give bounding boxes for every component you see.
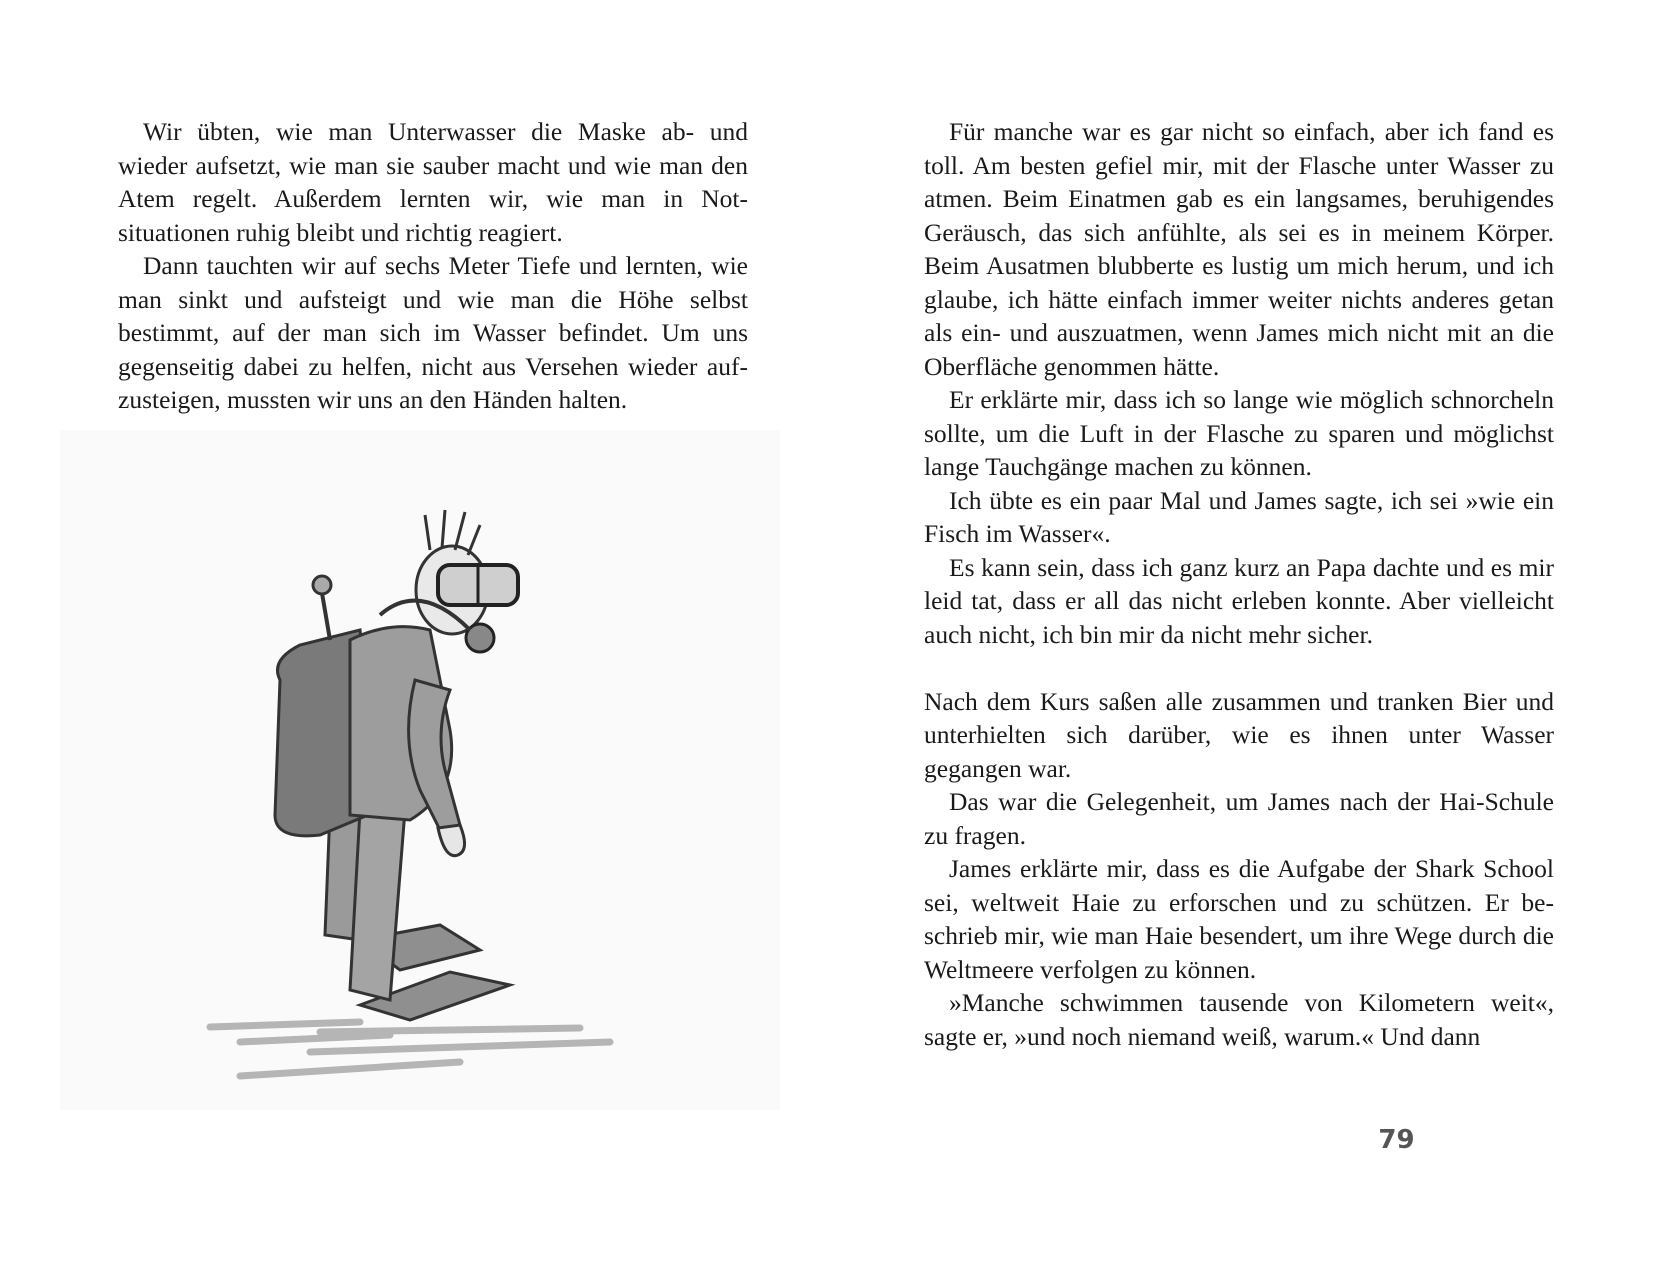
scuba-diver-illustration (60, 430, 830, 1180)
paragraph: Er erklärte mir, dass ich so lange wie möglich schnorcheln sollte, um die Luft in der Flasche zu sparen und möglichst lange Tauchgänge machen zu können. (924, 385, 1554, 481)
page-number (827, 1125, 1654, 1155)
page-number-label: 79 (1378, 1125, 1415, 1155)
paragraph: Für manche war es gar nicht so einfach, aber ich fand es toll. Am besten gefiel mir, mit der Flasche unter Wasser zu atmen. Beim Einatmen gab es ein langsames, beruhigendes Geräusch, das sich anfühlte, als sei es in meinem Körper. Beim Ausatmen blubberte es lustig um mich herum, und ich glaube, ich hätte einfach immer weiter nichts anderes getan als ein- und auszuatmen, wenn James mich nicht mit an die Oberfläche genommen hätte. (924, 117, 1554, 381)
left-page-text (118, 115, 748, 417)
paragraph: James erklärte mir, dass es die Aufgabe der Shark School sei, weltweit Haie zu erforschen und zu schützen. Er beschrieb mir, wie man Haie besendert, um ihre Wege durch die Weltmeere verfolgen zu können. (924, 854, 1554, 984)
paragraph: Wir übten, wie man Unterwasser die Maske ab- und wieder aufsetzt, wie man sie sauber macht und wie man den Atem regelt. Außerdem lernten wir, wie man in Notsituationen ruhig bleibt und richtig reagiert. (118, 117, 748, 247)
paragraph: Das war die Gelegenheit, um James nach der Hai-Schule zu fragen. (924, 787, 1554, 850)
paragraph: »Manche schwimmen tausende von Kilometern weit«, sagte er, »und noch niemand weiß, warum.« Und dann (924, 988, 1554, 1051)
paragraph: Ich übte es ein paar Mal und James sagte, ich sei »wie ein Fisch im Wasser«. (924, 485, 1554, 548)
right-page (827, 0, 1654, 1270)
paragraph: Es kann sein, dass ich ganz kurz an Papa dachte und es mir leid tat, dass er all das nicht erleben konnte. Aber vielleicht auch nicht, ich bin mir da nicht mehr sicher. (924, 552, 1554, 649)
paragraph: Nach dem Kurs saßen alle zusammen und tranken Bier und unterhielten sich darüber, wie es ihnen unter Wasser gegangen war. (924, 686, 1554, 783)
paragraph: Dann tauchten wir auf sechs Meter Tiefe und lernten, wie man sinkt und aufsteigt und wie man die Höhe selbst bestimmt, auf der man sich im Wasser befindet. Um uns gegenseitig dabei zu helfen, nicht aus Versehen wieder aufzusteigen, mussten wir uns an den Händen halten. (118, 251, 748, 414)
right-page-text (924, 115, 1554, 1053)
